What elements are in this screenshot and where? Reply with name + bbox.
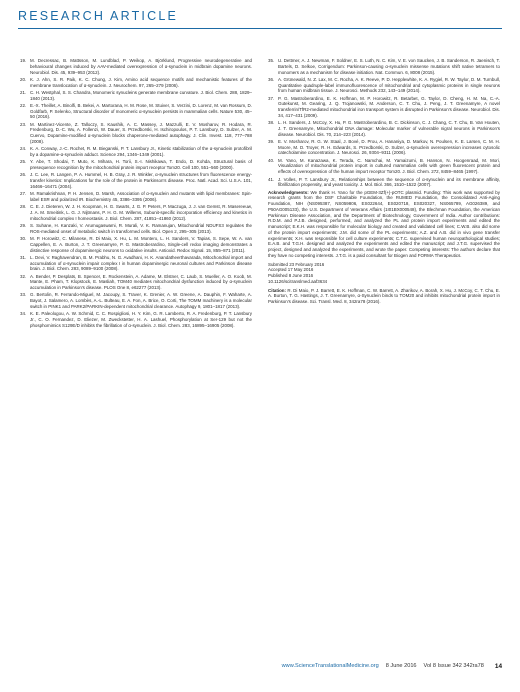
reference-text: E.-X. Theillet, A. Binolfi, B. Bekei, A. Martorana, H. M. Rose, M. Stuiver, S. Verzini, D. Lorenz, M. van Rossum, D. Goldfarb, P. Selenko, Structural disorder of monomeric α-synuclein persists in mammalian cells. Nature 530, 45–50 (2016). — [30, 102, 252, 120]
reference-text: P. G. Mastroberardino, E. K. Hoffman, M. P. Horowitz, R. Betarbet, G. Taylor, D. Cheng, H. M. Na, C.-A. Gutekunst, M. Gearing, J. Q. Trojanowski, M. Anderson, C. T. Chu, J. Peng, J. T. Greenamyre, A novel transferrin/TfR2-mediated mitochondrial iron transport system is disrupted in Parkinson's disease. Neurobiol. Dis. 34, 417–431 (2009). — [278, 95, 500, 118]
reference-number: 22. — [20, 102, 27, 108]
reference-text: C. H. Westphal, S. S. Chandra, Monomeric synucleins generate membrane curvature. J. Biol. Chem. 288, 1829–1840 (2013). — [30, 89, 252, 101]
page-number: 14 — [494, 662, 502, 670]
reference-item — [20, 292, 252, 309]
citation-label: Citation: — [268, 287, 286, 293]
reference-number: 19. — [20, 58, 27, 63]
reference-item — [268, 77, 500, 94]
reference-number: 29. — [20, 222, 27, 228]
reference-text: C. E. J. Dieteren, W. J. H. Koopman, H. G. Swarts, J. G. P. Peters, P. Maczuga, J. J. van Gemst, R. Masereeuw, J. A. M. Smeitink, L. G. J. Nijtmans, P. H. G. M. Willems, Subunit-specific incorporation efficiency and kinetics in mitochondrial complex I homeostasis. J. Biol. Chem. 287, 41851–41860 (2012). — [30, 204, 252, 221]
reference-text: L. Devi, V. Raghavendran, B. M. Prabhu, N. G. Avadhani, H. K. Anandatheerthavarada, Mitochondrial import and accumulation of α-synuclein impair complex I in human dopaminergic neuronal cultures and Parkinson disease brain. J. Biol. Chem. 283, 9089–9100 (2008). — [30, 254, 252, 272]
reference-text: K. A. Conway, J.-C. Rochet, R. M. Bieganski, P. T. Lansbury Jr., Kinetic stabilization of the α-synuclein protofibril by a dopamine-α-synuclein adduct. Science 294, 1346–1349 (2001). — [30, 146, 252, 157]
reference-text: G. Bertolin, R. Ferrando-Miguel, M. Jacoupy, S. Traver, K. Grenier, A. W. Greene, A. Dauphin, F. Waharte, A. Bayot, J. Salamero, A. Lombès, A.-L. Bulteau, E. A. Fon, A. Brice, O. Corti, The TOMM machinery is a molecular switch in PINK1 and PARK2/PARKIN-dependent mitochondrial clearance. Autophagy 9, 1801–1817 (2013). — [30, 292, 252, 309]
reference-number: 38. — [268, 120, 275, 126]
reference-number: 37. — [268, 95, 275, 101]
reference-text: S. Suhane, H. Kanzaki, V. Arumugaswami, R. Murali, V. K. Ramanujan, Mitochondrial NDUFS3 regulates the ROS-mediated onset of metabolic switch in transformed cells. Biol. Open 2, 295–305 (2013). — [30, 222, 252, 234]
reference-number: 20. — [20, 76, 27, 82]
reference-item — [268, 139, 500, 156]
reference-text: J. Volles, P. T. Lansbury Jr., Relationships between the sequence of α-synuclein and its membrane affinity, fibrillization propensity, and yeast toxicity. J. Mol. Biol. 366, 1510–1522 (2007). — [278, 176, 500, 188]
section-header: RESEARCH ARTICLE — [18, 9, 179, 23]
reference-number: 36. — [268, 76, 275, 82]
citation — [268, 288, 500, 305]
reference-item — [20, 77, 252, 89]
reference-item — [20, 204, 252, 221]
reference-item — [20, 122, 252, 145]
reference-number: 35. — [268, 58, 275, 63]
reference-text: E. V. Mosharov, R. G. W. Staal, J. Bové, D. Prou, A. Hananiya, D. Markov, N. Poulsen, K. E. Larsen, C. M. H. Moore, M. D. Troyer, R. H. Edwards, S. Przedborski, D. Sulzer, α-synuclein overexpression increases cytosolic catecholamine concentration. J. Neurosci. 26, 9304–9311 (2006). — [278, 138, 500, 156]
reference-text: K. J. Ahn, S. R. Paik, K. C. Chung, J. Kim, Amino acid sequence motifs and mechanistic features of the membrane translocation of α-synuclein. J. Neurochem. 97, 265–279 (2006). — [30, 76, 252, 88]
reference-item — [20, 311, 252, 328]
reference-text: J. C. Lee, R. Langen, P. A. Hummel, H. B. Gray, J. R. Winkler, α-synuclein structures from fluorescence energy-transfer kinetics: Implications for the role of the protein in Parkinson's disease. Proc. Natl. Acad. Sci. U.S.A. 101, 16466–16471 (2004). — [30, 172, 252, 189]
reference-number: 34. — [20, 311, 27, 317]
page-footer — [18, 660, 502, 672]
acknowledgments — [268, 190, 500, 259]
reference-text: A. Grünewald, N. Z. Lax, M. C. Rocha, A. K. Reeve, P. D. Hepplewhite, K. A. Rygiel, R. W. Taylor, D. M. Turnbull, Quantitative quadruple-label immunofluorescence of mitochondrial and cytoplasmic proteins in single neurons from human midbrain tissue. J. Neurosci. Methods 232, 143–149 (2014). — [278, 76, 500, 94]
reference-item — [268, 177, 500, 189]
reference-item — [20, 103, 252, 120]
reference-text: M. Decressac, B. Mattsson, M. Lundblad, P. Weikop, A. Björklund, Progressive neurodegenerative and behavioural changes induced by AAV-mediated overexpression of α-synuclein in midbrain dopamine neurons. Neurobiol. Dis. 45, 939–953 (2012). — [30, 58, 252, 75]
reference-text: M. Martinez-Vicente, Z. Talloczy, S. Kaushik, A. C. Massey, J. Mazzulli, E. V. Mosharov, R. Hodara, R. Fredenburg, D.-C. Wu, A. Follenzi, W. Dauer, S. Przedborski, H. Ischiropoulos, P. T. Lansbury, D. Sulzer, A. M. Cuervo, Dopamine-modified α-synuclein blocks chaperone-mediated autophagy. J. Clin. Invest. 118, 777–788 (2008). — [30, 121, 252, 144]
reference-item — [20, 191, 252, 203]
citation-text: R. Di Maio, P. J. Barrett, E. K. Hoffman, C. W. Barrett, A. Zharikov, A. Borah, X. Hu, J. McCoy, C. T. Chu, E. A. Burton, T. G. Hastings, J. T. Greenamyre, α-Synuclein binds to TOM20 and inhibits mitochondrial protein import in Parkinson's disease. Sci. Transl. Med. 8, 342ra78 (2016). — [268, 287, 501, 305]
reference-item — [268, 158, 500, 175]
reference-number: 32. — [20, 273, 27, 279]
reference-number: 24. — [20, 146, 27, 152]
reference-number: 26. — [20, 172, 27, 178]
header-rule — [18, 28, 502, 29]
reference-item — [20, 159, 252, 171]
reference-number: 40. — [268, 157, 275, 163]
reference-text: K. E. Paleologou, A. W. Schmid, C. C. Rospigliosi, H. Y. Kim, G. R. Lamberto, R. A. Fredenburg, P. T. Lansbury Jr., C. O. Fernandez, D. Eliezer, M. Zweckstetter, H. A. Lashuel, Phosphorylation at Ser-129 but not the phosphomimics S129E/D inhibits the fibrillation of α-synuclein. J. Biol. Chem. 283, 16895–16905 (2008). — [30, 311, 252, 328]
reference-number: 31. — [20, 254, 27, 260]
reference-item — [20, 236, 252, 253]
references-left-column — [20, 58, 252, 330]
reference-number: 25. — [20, 159, 27, 165]
reference-item — [20, 58, 252, 75]
reference-text: U. Dettmer, A. J. Newman, F. Soldner, E. S. Luth, N. C. Kim, V. E. von Saucken, J. B. Sanderson, R. Jaenisch, T. Bartels, D. Selkoe, Corrigendum: Parkinson-causing α-synuclein missense mutations shift native tetramers to monomers as a mechanism for disease initiation. Nat. Commun. 6, 8008 (2015). — [278, 58, 500, 75]
reference-item — [268, 120, 500, 137]
references-right-column — [268, 58, 500, 308]
reference-number: 39. — [268, 138, 275, 144]
reference-item — [20, 255, 252, 272]
reference-number: 41. — [268, 176, 275, 182]
reference-number: 23. — [20, 121, 27, 127]
accepted-date: Accepted 17 May 2016 — [268, 267, 314, 273]
reference-text: M. P. Horowitz, C. Milanese, R. Di Maio, X. Hu, L. M. Montero, L. H. Sanders, V. Tapias, S. Sepe, W. A. van Cappellen, E. A. Burton, J. T. Greenamyre, P. G. Mastroberardino, Single-cell redox imaging demonstrates a distinctive response of dopaminergic neurons to oxidative insults. Antioxid. Redox Signal. 15, 855–871 (2011). — [30, 236, 252, 253]
reference-list-right — [268, 58, 500, 188]
acknowledgments-text: We thank H. Yano for the pGEM-3Zf(+)-pOTC plasmid. Funding: This work was supported by research grants from the DSF Charitable Foundation, the RUMED Foundation, the Consolidated Anti-Aging Foundation, NIH (NS095387, NS059806, ES022644, ES020718, ES020327, NS065789, AG026389, and P50AG005133), the U.S. Department of Veterans Affairs (1I01BX000548), the Blechman Foundation, the American Parkinson Disease Association, and the Department of Biotechnology, Government of India. Author contributions: R.D.M. and P.J.B. designed, performed, and analyzed the PL and protein import experiments and edited the manuscript; E.K.H. was responsible for molecular biology and created and validated cell lines; C.W.B. also did some of the protein import experiments; J.M. did some of the PL experiments; A.Z. and A.B. did in vivo gene transfer experiments; X.H. was responsible for cell culture experiments; C.T.C. supervised human neuropathological studies; E.A.B. and T.G.H. designed and analyzed the experiments and edited the manuscript; and J.T.G. supervised the project, designed and analyzed the experiments, and wrote the paper. Competing interests: The authors declare that they have no competing interests. J.T.G. is a paid consultant for Biogen and FORMA Therapeutics. — [268, 189, 500, 258]
volume-info: Vol 8 Issue 342 342ra78 — [423, 663, 484, 669]
reference-item — [268, 58, 500, 75]
reference-text: Y. Abe, T. Shodai, T. Muto, K. Mihara, H. Torii, S.-I. Nishikawa, T. Endo, D. Kohda, Structural basis of presequence recognition by the mitochondrial protein import receptor Tom20. Cell 100, 551–560 (2000). — [30, 159, 252, 171]
reference-item — [20, 146, 252, 158]
reference-text: M. Yano, M. Kanazawa, K. Terada, C. Namchai, M. Yamaizumi, B. Hanson, N. Hoogenraad, M. Mori, Visualization of mitochondrial protein import in cultured mammalian cells with green fluorescent protein and effects of overexpression of the human import receptor Tom20. J. Biol. Chem. 272, 8459–8465 (1997). — [278, 157, 500, 175]
reference-number: 27. — [20, 191, 27, 197]
reference-item — [20, 274, 252, 291]
reference-number: 28. — [20, 204, 27, 210]
submitted-date: Submitted 23 February 2016 — [268, 261, 325, 267]
reference-item — [20, 172, 252, 189]
reference-text: A. Bender, P. Desplats, B. Spencer, E. Rockenstein, A. Adame, M. Elstner, C. Laub, S. Mueller, A. O. Koob, M. Mante, E. Pham, T. Klopstock, E. Masliah, TOM40 mediates mitochondrial dysfunction induced by α-synuclein accumulation in Parkinson's disease. PLOS One 8, e62277 (2013). — [30, 273, 252, 291]
acknowledgments-label: Acknowledgments: — [268, 189, 309, 195]
reference-number: 33. — [20, 292, 27, 298]
reference-item — [20, 90, 252, 102]
reference-item — [20, 223, 252, 235]
doi: 10.1126/scitranslmed.aaf3634 — [268, 278, 328, 284]
article-dates — [268, 262, 500, 285]
reference-number: 21. — [20, 89, 27, 95]
reference-text: M. Ramakrishnan, P. H. Jensen, D. Marsh, Association of α-synuclein and mutants with lipid membranes: Spin-label ESR and polarized IR. Biochemistry 45, 3386–3395 (2006). — [30, 191, 252, 202]
reference-number: 30. — [20, 236, 27, 242]
published-date: Published 8 June 2016 — [268, 273, 314, 279]
reference-text: L. H. Sanders, J. McCoy, X. Hu, P. G. Mastroberardino, B. C. Dickinson, C. J. Chang, C. T. Chu, B. Van Houten, J. T. Greenamyre, Mitochondrial DNA damage: Molecular marker of vulnerable nigral neurons in Parkinson's disease. Neurobiol. Dis. 70, 214–223 (2014). — [278, 120, 500, 137]
reference-item — [268, 96, 500, 119]
journal-url-link[interactable]: www.ScienceTranslationalMedicine.org — [281, 663, 379, 669]
issue-date: 8 June 2016 — [385, 663, 417, 669]
